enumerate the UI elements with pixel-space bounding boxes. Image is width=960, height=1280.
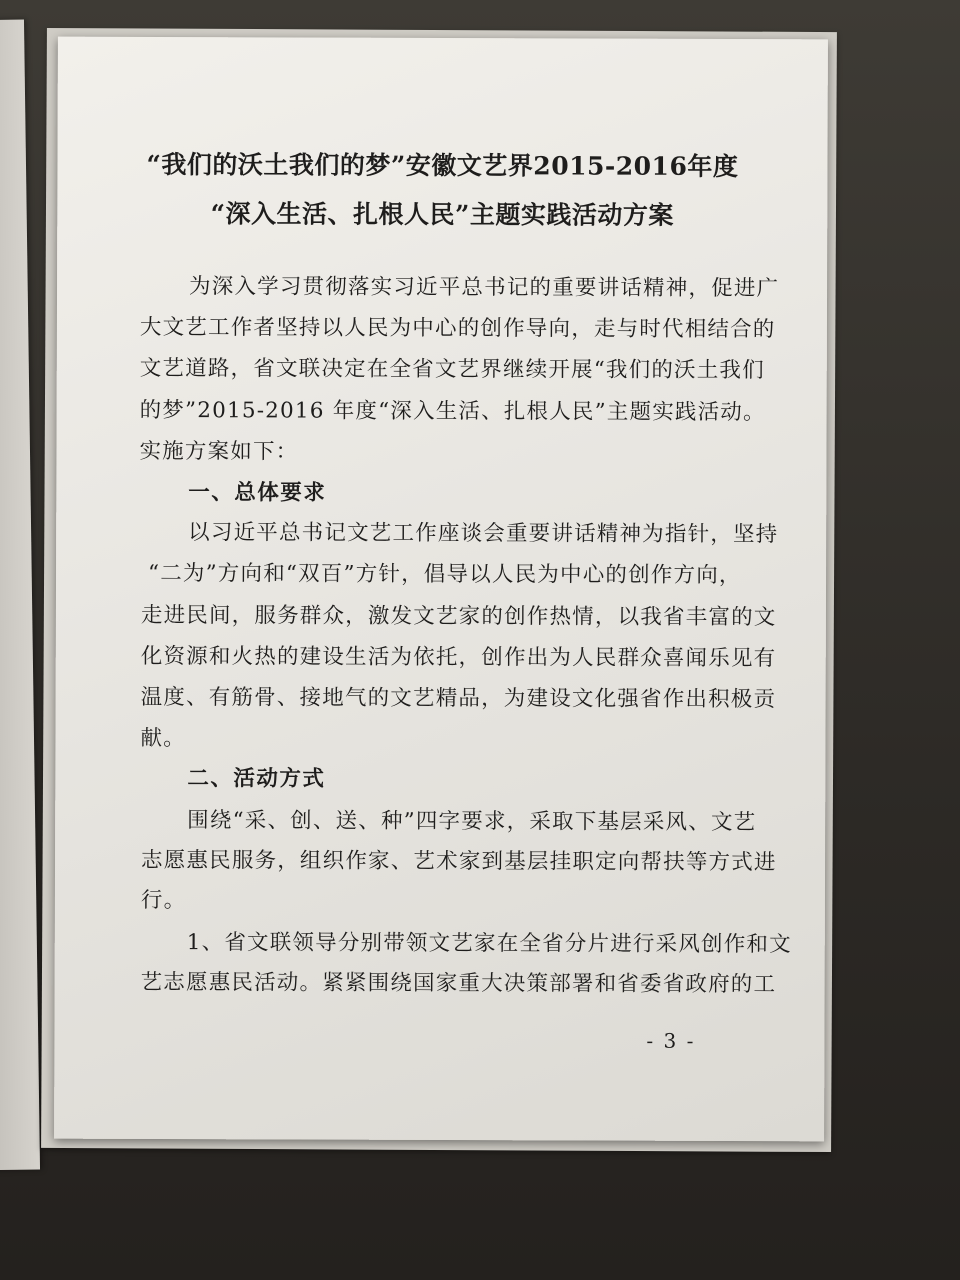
adjacent-page-edge: [0, 20, 40, 1171]
page-number: - 3 -: [646, 1028, 696, 1053]
section2-line: 志愿惠民服务，组织作家、艺术家到基层挂职定向帮扶等方式进: [141, 847, 777, 876]
section-heading-activity-methods: 二、活动方式: [187, 766, 326, 792]
intro-line: 的梦”2015-2016 年度“深入生活、扎根人民”主题实践活动。: [139, 397, 766, 426]
intro-line: 文艺道路，省文联决定在全省文艺界继续开展“我们的沃土我们: [139, 355, 765, 384]
intro-line: 实施方案如下：: [139, 438, 299, 465]
section1-line: 以习近平总书记文艺工作座谈会重要讲话精神为指针，坚持: [188, 520, 779, 548]
intro-line: 大文艺工作者坚持以人民为中心的创作导向，走与时代相结合的: [139, 314, 776, 343]
document-page: [54, 37, 828, 1142]
item1-line: 艺志愿惠民活动。紧紧围绕国家重大决策部署和省委省政府的工: [140, 969, 777, 998]
section2-line: 围绕“采、创、送、种”四字要求，采取下基层采风、文艺: [187, 808, 757, 836]
section2-line: 行。: [140, 887, 187, 914]
section1-line: 献。: [140, 725, 186, 752]
section1-line: 走进民间，服务群众，激发文艺家的创作热情，以我省丰富的文: [140, 602, 777, 631]
section1-line: 温度、有筋骨、接地气的文艺精品，为建设文化强省作出积极贡: [140, 684, 777, 713]
section-heading-overall-requirements: 一、总体要求: [188, 480, 327, 506]
item1-line: 1、省文联领导分别带领文艺家在全省分片进行采风创作和文: [186, 930, 792, 958]
section1-line: “二为”方向和“双百”方针，倡导以人民为中心的创作方向，: [148, 560, 742, 589]
document-title-line-1: “我们的沃土我们的梦”安徽文艺界2015-2016年度: [146, 149, 739, 182]
section1-line: 化资源和火热的建设生活为依托，创作出为人民群众喜闻乐见有: [140, 643, 777, 672]
document-title-line-2: “深入生活、扎根人民”主题实践活动方案: [210, 199, 674, 230]
intro-line: 为深入学习贯彻落实习近平总书记的重要讲话精神，促进广: [189, 274, 780, 302]
